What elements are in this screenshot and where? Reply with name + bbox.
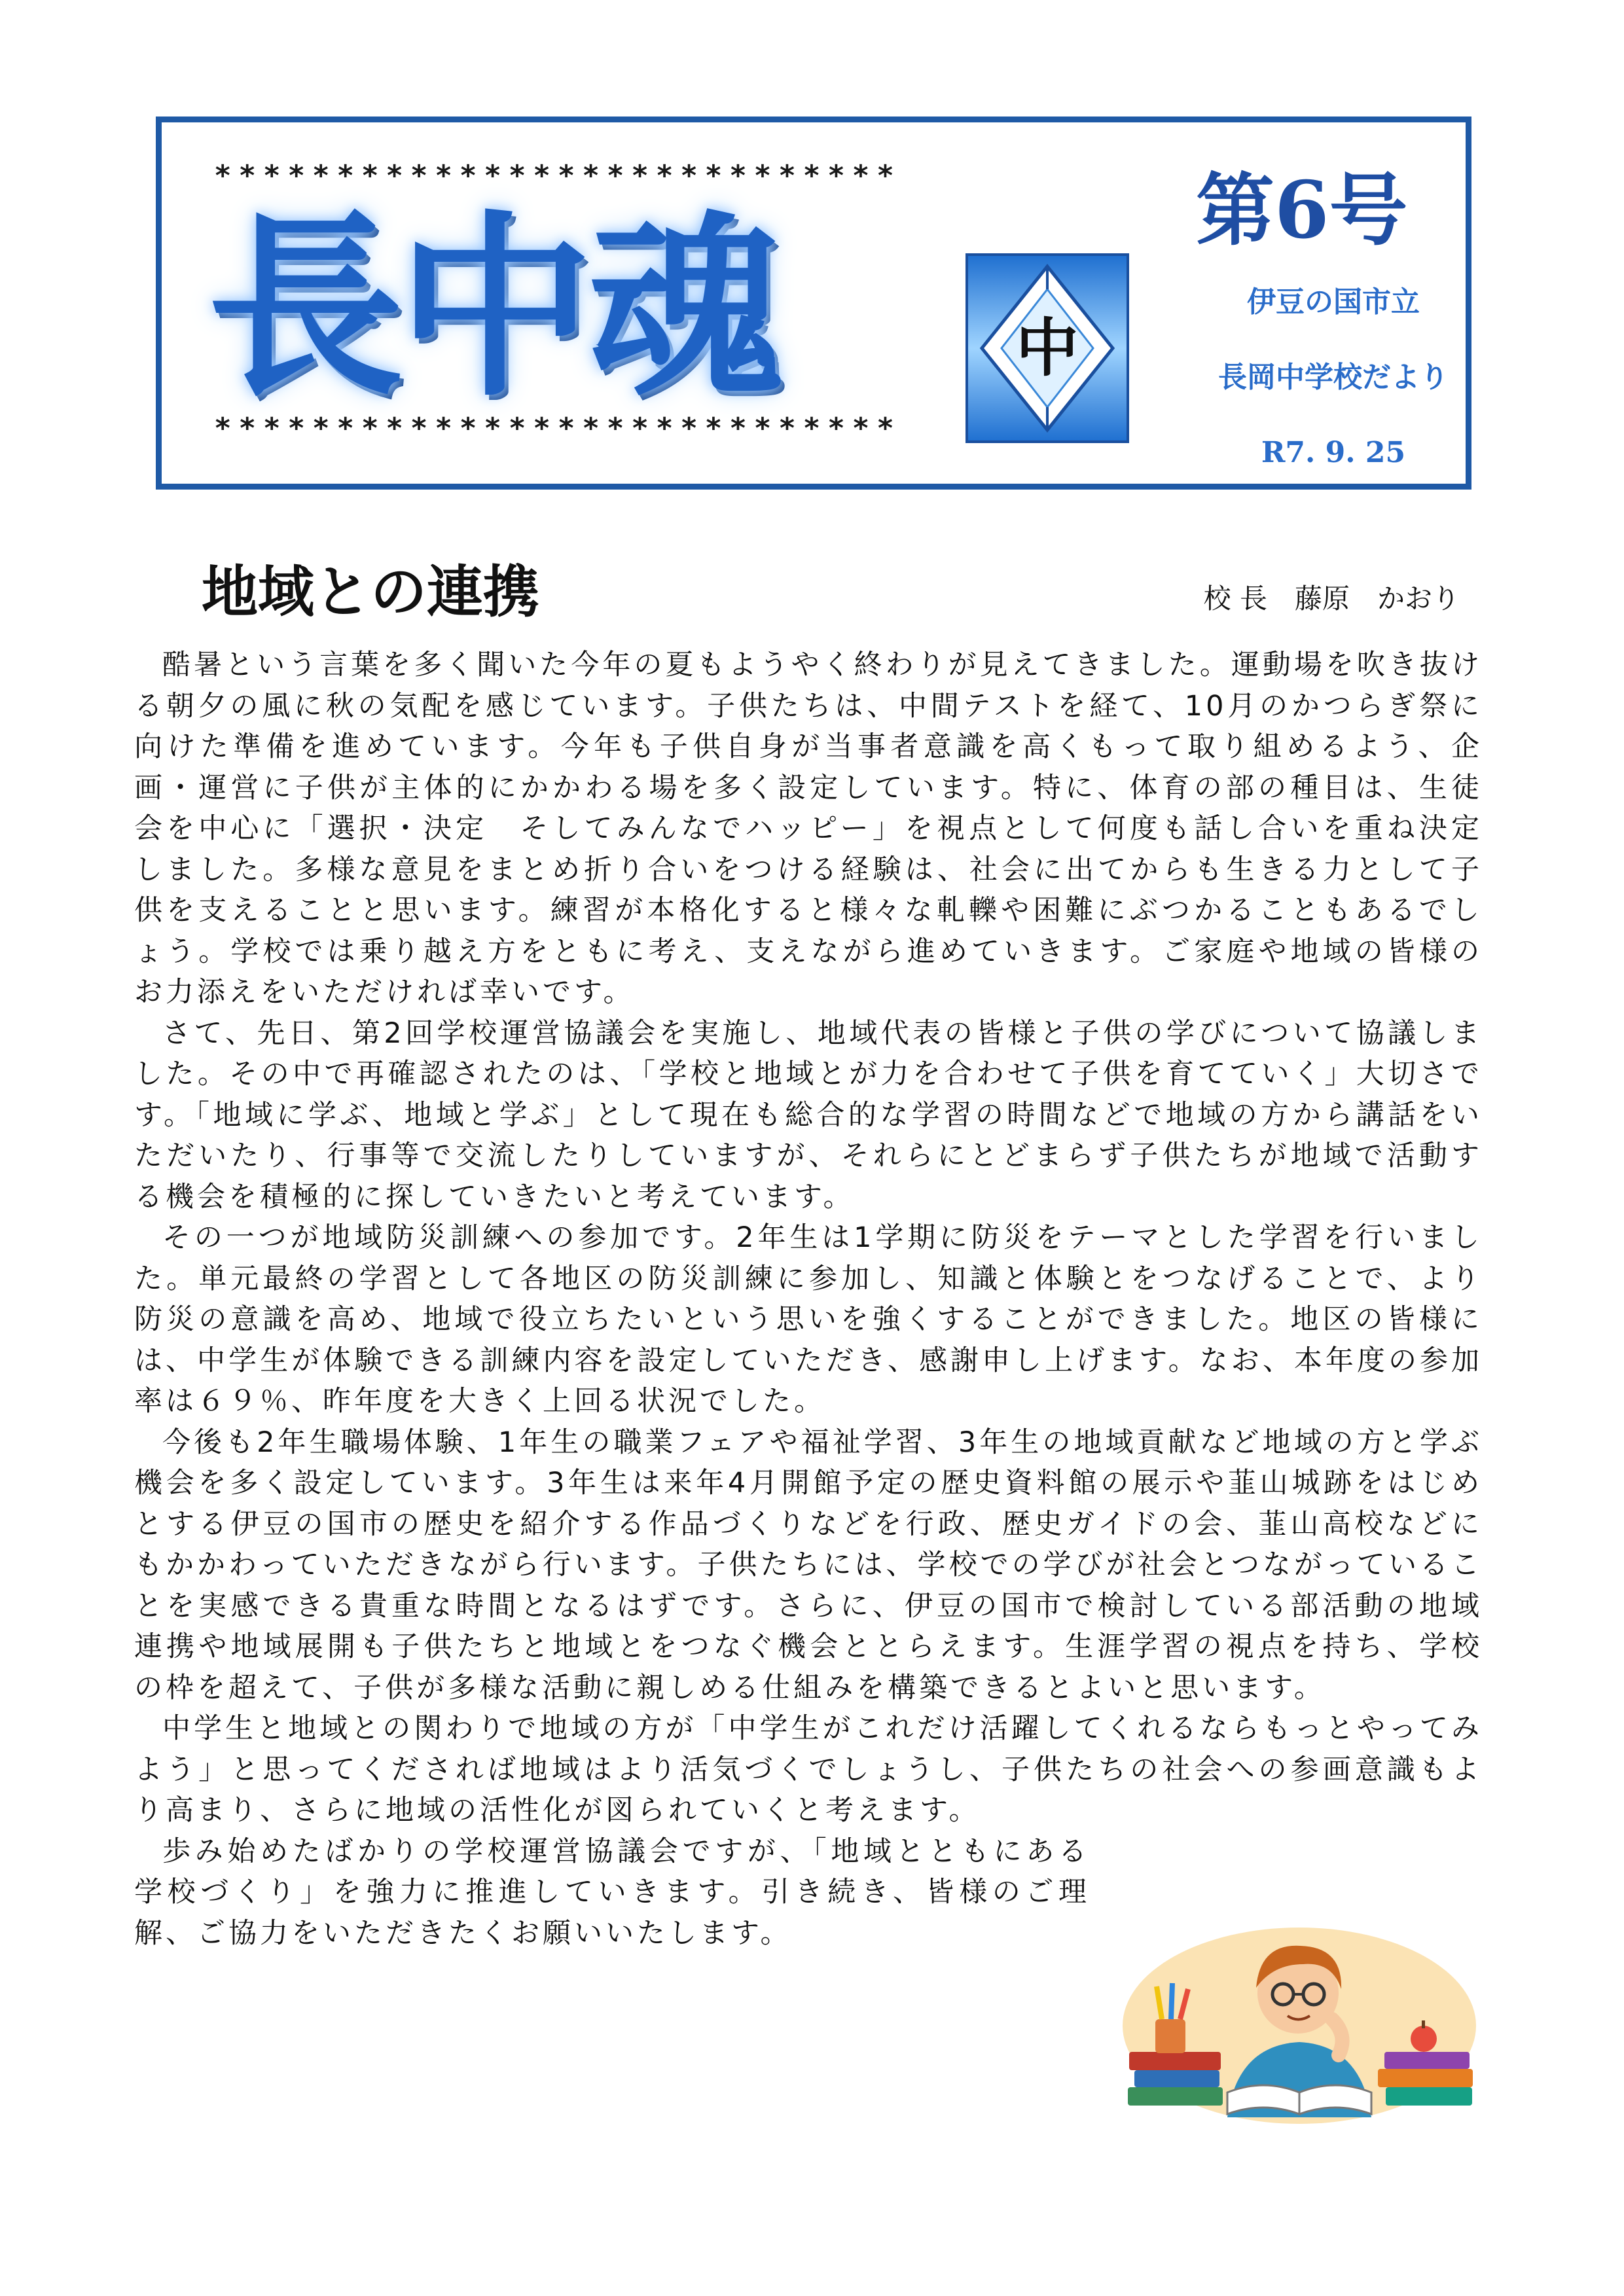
paragraph: 酷暑という言葉を多く聞いた今年の夏もようやく終わりが見えてきました。運動場を吹き抜ける朝夕の風に秋の気配を感じています。子供たちは、中間テストを経て、10月のかつらぎ祭に向けた準備を進めています。今年も子供自身が当事者意識を高くもって取り組めるよう、企画・運営に子供が主体的にかかわる場を多く設定しています。特に、体育の部の種目は、生徒会を中心に「選択・決定 そしてみんなでハッピー」を視点として何度も話し合いを重ね決定しました。多様な意見をまとめ折り合いをつける経験は、社会に出てからも生きる力として子供を支えることと思います。練習が本格化すると様々な軋轢や困難にぶつかることもあるでしょう。学校では乗り越え方をともに考え、支えながら進めていきます。ご家庭や地域の皆様のお力添えをいただければ幸いです。 (134, 649, 1483, 1009)
issue-date: R7. 9. 25 (1261, 436, 1406, 469)
article-author: 校 長 藤原 かおり (1203, 583, 1460, 615)
masthead (156, 117, 1471, 490)
newsletter-name: 長岡中学校だより (1218, 361, 1449, 394)
newsletter-title: 長中魂 (208, 194, 777, 423)
paragraph: さて、先日、第2回学校運営協議会を実施し、地域代表の皆様と子供の学びについて協議しました。その中で再確認されたのは、「学校と地域とが力を合わせて子供を育てていく」大切さです。「地域に学ぶ、地域と学ぶ」として現在も総合的な学習の時間などで地域の方から講話をいただいたり、行事等で交流したりしていますが、それらにとどまらず子供たちが地域で活動する機会を積極的に探していきたいと考えています。 (134, 1016, 1483, 1213)
paragraph: 中学生と地域との関わりで地域の方が「中学生がこれだけ活躍してくれるならもっとやってみよう」と思ってくだされば地域はより活気づくでしょうし、子供たちの社会への参画意識もより高まり、さらに地域の活性化が図られていくと考えます。 (134, 1712, 1483, 1827)
school-city: 伊豆の国市立 (1247, 285, 1420, 319)
student-reading-illustration (1116, 1921, 1483, 2130)
article-body (134, 645, 1483, 2137)
school-emblem-icon (965, 253, 1129, 443)
paragraph: その一つが地域防災訓練への参加です。2年生は1学期に防災をテーマとした学習を行いました。単元最終の学習として各地区の防災訓練に参加し、知識と体験とをつなげることで、より防災の意識を高め、地域で役立ちたいという思いを強くすることができました。地区の皆様には、中学生が体験できる訓練内容を設定していただき、感謝申し上げます。なお、本年度の参加率は６９％、昨年度を大きく上回る状況でした。 (134, 1221, 1483, 1418)
stars-border-top: **************************** (214, 163, 901, 189)
paragraph: 歩み始めたばかりの学校運営協議会ですが、「地域とともにある学校づくり」を強力に推進していきます。引き続き、皆様のご理解、ご協力をいただきたくお願いいたします。 (134, 1835, 1090, 1950)
stars-border-bottom: **************************** (214, 416, 901, 442)
emblem-character: 中 (1016, 312, 1079, 385)
issue-number: 第6号 (1196, 164, 1408, 257)
paragraph: 今後も2年生職場体験、1年生の職業フェアや福祉学習、3年生の地域貢献など地域の方と学ぶ機会を多く設定しています。3年生は来年4月開館予定の歴史資料館の展示や韮山城跡をはじめとする伊豆の国市の歴史を紹介する作品づくりなどを行政、歴史ガイドの会、韮山高校などにもかかわっていただきながら行います。子供たちには、学校での学びが社会とつながっていることを実感できる貴重な時間となるはずです。さらに、伊豆の国市で検討している部活動の地域連携や地域展開も子供たちと地域とをつなぐ機会ととらえます。生涯学習の視点を持ち、学校の枠を超えて、子供が多様な活動に親しめる仕組みを構築できるとよいと思います。 (134, 1426, 1483, 1704)
article-heading: 地域との連携 (202, 561, 539, 624)
